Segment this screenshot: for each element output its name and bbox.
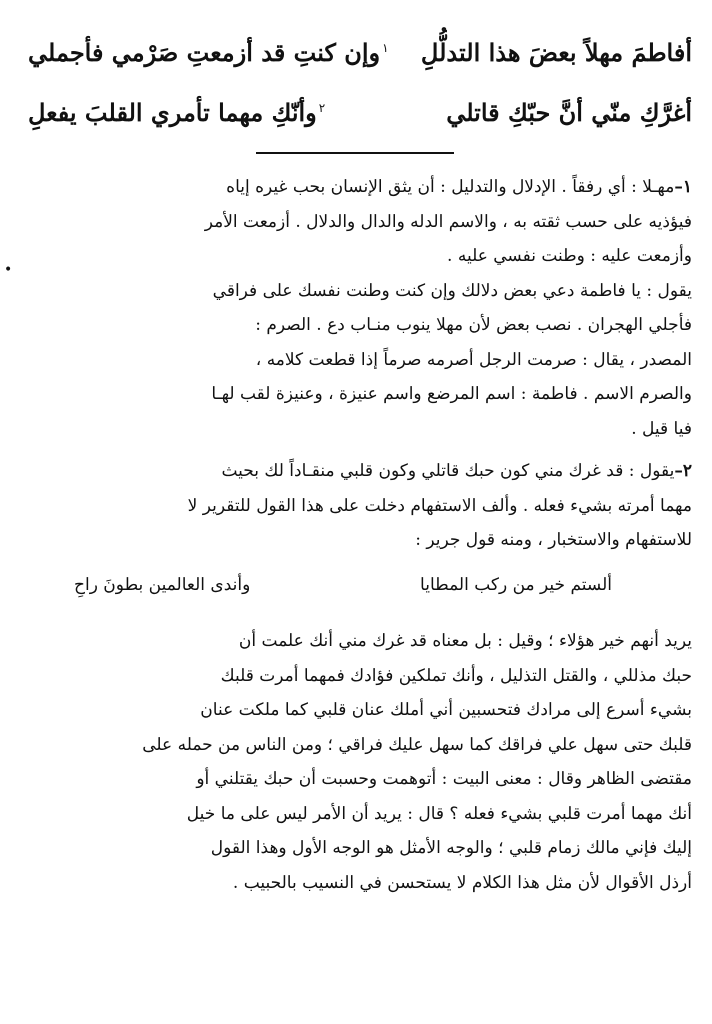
verse-1-second-text: وإن كنتِ قد أزمعتِ صَرْمي فأجملي — [28, 38, 381, 67]
note-2-number: ٢– — [674, 461, 692, 481]
verse-2-first-hemistich: أغرَّكِ منّي أنَّ حبّكِ قاتلي — [446, 98, 692, 127]
poem-verses — [28, 18, 692, 138]
verse-2 — [28, 78, 692, 138]
note-2-line: مهما أمرته بشيء فعله . وألف الاستفهام دخلت على هذا القول للتقرير لا — [187, 495, 692, 516]
note-2-line: ٢–يقول : قد غرك مني كون حبك قاتلي وكون قلبي منقـاداً لك بحيث — [221, 461, 692, 481]
footnote-mark-2: ٢ — [318, 101, 326, 115]
margin-bullet: • — [4, 262, 13, 278]
note-1-line: فيؤذيه على حسب ثقته به ، والاسم الدله والدال والدلال . أزمعت الأمر — [204, 211, 692, 232]
note-1-line: والصرم الاسم . فاطمة : اسم المرضع واسم عنيزة ، وعنيزة لقب لهـا — [211, 384, 692, 404]
note-1-line: المصدر ، يقال : صرمت الرجل أصرمه صرماً إذا قطعت كلامه ، — [255, 349, 692, 370]
note-2-line: للاستفهام والاستخبار ، ومنه قول جرير : — [415, 530, 692, 550]
quoted-verse — [74, 568, 612, 603]
note-1 — [24, 170, 692, 446]
section-divider — [256, 152, 454, 154]
note-1-line: فيا قيل . — [631, 418, 692, 439]
note-2 — [24, 454, 692, 900]
note-2-line: أنك مهما أمرت قلبي بشيء فعله ؟ قال : يريد أن الأمر ليس على ما خيل — [186, 803, 692, 824]
note-2-line: بشيء أسرع إلى مرادك فتحسبين أني أملك عنان قلبي كما ملكت عنان — [200, 700, 692, 720]
verse-1 — [28, 18, 692, 78]
quoted-verse-first: ألستم خير من ركب المطايا — [420, 574, 612, 595]
note-2-line: يريد أنهم خير هؤلاء ؛ وقيل : بل معناه قد غرك مني أنك علمت أن — [238, 631, 692, 651]
note-2-line: إليك فإني مالك زمام قلبي ؛ والوجه الأمثل هو الوجه الأول وهذا القول — [210, 838, 692, 858]
note-2-line: أرذل الأقوال لأن مثل هذا الكلام لا يستحسن في النسيب بالحبيب . — [232, 872, 692, 893]
note-2-line: حبك مذللي ، والقتل التذليل ، وأنك تملكين فؤادك فمهما أمرت قلبك — [220, 665, 692, 686]
verse-1-second-hemistich — [28, 18, 389, 83]
quoted-verse-second: وأندى العالمين بطونَ راحِ — [74, 574, 251, 595]
note-1-line: وأزمعت عليه : وطنت نفسي عليه . — [447, 246, 692, 266]
note-2-line: مقتضى الظاهر وقال : معنى البيت : أتوهمت وحسبت أن حبك يقتلني أو — [196, 769, 692, 789]
note-1-line: يقول : يا فاطمة دعي بعض دلالك وإن كنت وطنت نفسك على فراقي — [212, 280, 692, 301]
note-1-line: ١–مهـلا : أي رفقاً . الإدلال والتدليل : أن يثق الإنسان بحب غيره إياه — [226, 177, 692, 197]
note-2-line: قلبك حتى سهل علي فراقك كما سهل عليك فراقي ؛ ومن الناس من حمله على — [142, 734, 692, 755]
commentary — [24, 170, 692, 908]
verse-2-second-text: وأنّكِ مهما تأمري القلبَ يفعلِ — [28, 98, 317, 127]
footnote-mark-1: ١ — [382, 41, 389, 55]
note-1-number: ١– — [674, 177, 692, 197]
verse-2-second-hemistich — [28, 78, 325, 143]
verse-1-first-hemistich: أفاطمَ مهلاً بعضَ هذا التدلُّلِ — [420, 38, 692, 67]
note-1-line: فأجلي الهجران . نصب بعض لأن مهلا ينوب منـاب دع . الصرم : — [255, 315, 692, 335]
